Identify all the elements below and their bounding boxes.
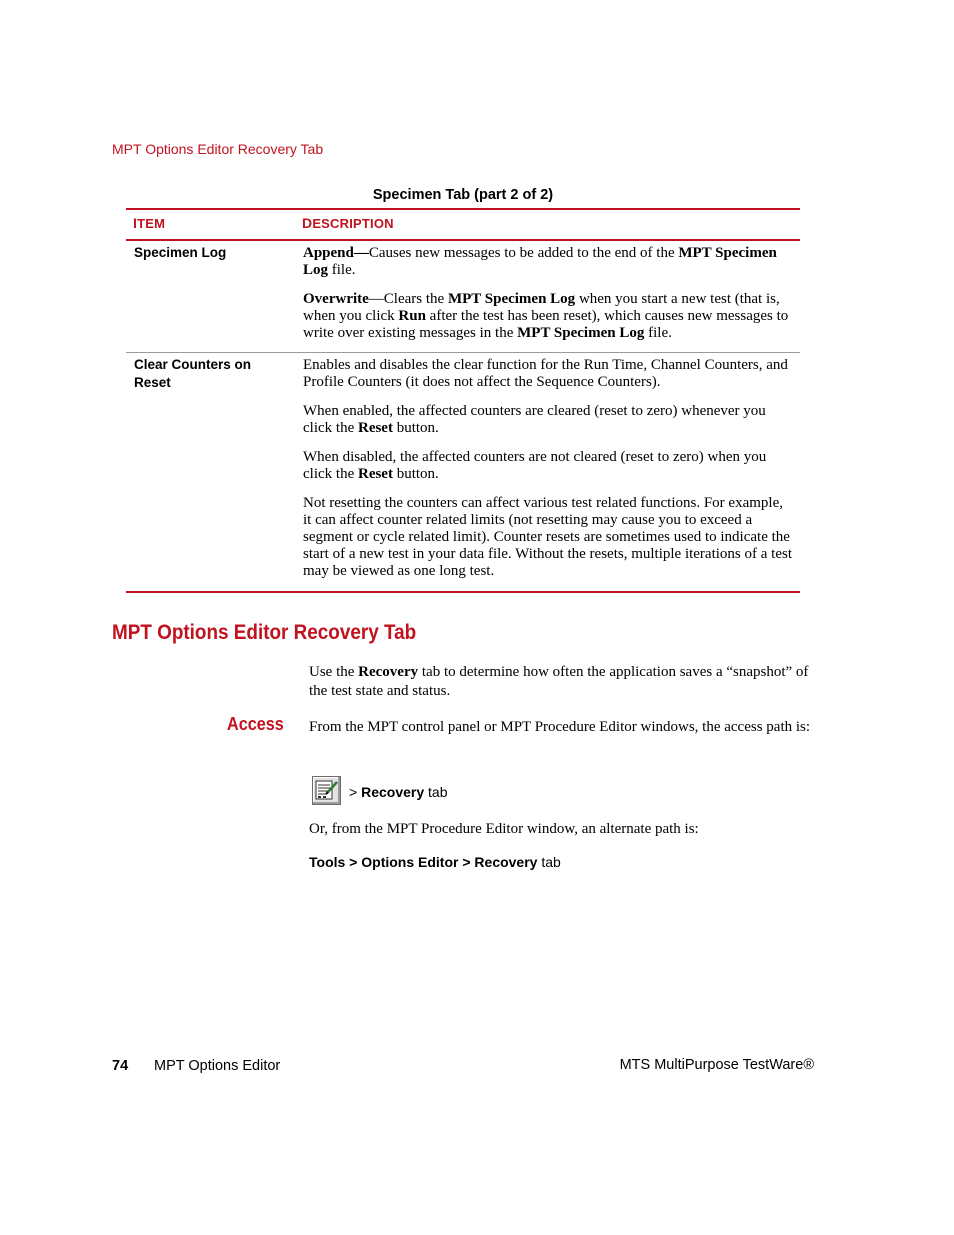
description-paragraph: Enables and disables the clear function for the Run Time, Channel Counters, and Profile Counters (it does not affect the Sequence Counters). [303,357,788,390]
description-paragraph: When disabled, the affected counters are not cleared (reset to zero) when you click the Reset button. [303,449,767,482]
column-header-description: DESCRIPTION [302,215,394,231]
icon-access-path: > Recovery tab [349,784,448,800]
options-editor-icon-graphic [313,777,340,804]
table-bottom-rule [126,591,800,593]
section-heading: MPT Options Editor Recovery Tab [112,621,417,644]
page-number: 74 [112,1058,129,1074]
alternate-path-paragraph: Or, from the MPT Procedure Editor window, an alternate path is: [309,821,699,837]
description-paragraph: When enabled, the affected counters are cleared (reset to zero) whenever you click the Reset button. [303,403,766,436]
footer-chapter: MPT Options Editor [154,1058,281,1074]
table-row-description-specimen-log [303,245,795,342]
table-row-item-clear-counters: Clear Counters on Reset [134,357,252,390]
access-paragraph: From the MPT control panel or MPT Procedure Editor windows, the access path is: [309,719,811,735]
footer-product: MTS MultiPurpose TestWare® [619,1057,814,1073]
table-row-item-specimen-log: Specimen Log [134,245,227,260]
description-paragraph: Not resetting the counters can affect various test related functions. For example, it can affect counter related limits (not resetting may cause you to exceed a segment or cycle related limit). Counter resets are sometimes used to indicate the start of a new test in your data file. Without the resets, multiple iterations of a test may be viewed as one long test. [303,495,792,579]
options-editor-icon[interactable] [312,776,341,805]
description-paragraph: Overwrite—Clears the MPT Specimen Log when you start a new test (that is, when you click Run after the test has been reset), which causes new messages to write over existing messages in the MPT Specimen Log file. [303,291,789,341]
running-head: MPT Options Editor Recovery Tab [112,141,324,157]
table-caption: Specimen Tab (part 2 of 2) [372,187,554,203]
menu-access-path: Tools > Options Editor > Recovery tab [309,854,561,870]
description-paragraph: Append—Causes new messages to be added to the end of the MPT Specimen Log file. [303,245,777,278]
intro-paragraph: Use the Recovery tab to determine how often the application saves a “snapshot” of the test state and status. [309,664,809,699]
table-row-divider [126,352,800,353]
table-top-rule [126,208,800,210]
column-header-item: ITEM [133,215,166,231]
access-heading: Access [227,714,284,734]
table-header-rule [126,239,800,241]
table-row-description-clear-counters [303,357,795,580]
